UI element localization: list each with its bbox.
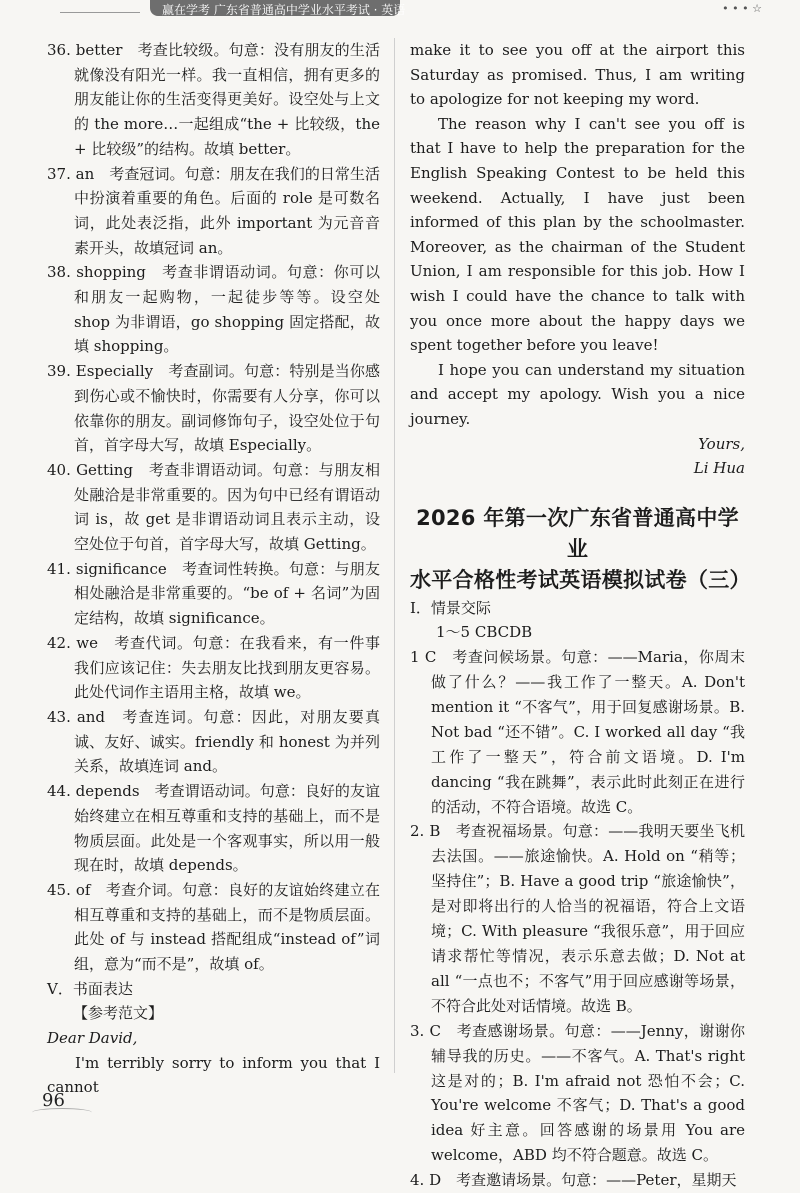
item-number: 39. (47, 362, 71, 381)
right-column (410, 38, 751, 1193)
salutation: Dear David, (47, 1029, 138, 1048)
item-text: depends 考查谓语动词。句意：良好的友谊始终建立在相互尊重和支持的基础上，而不是物质层面。此处是一个客观事实，所以用一般现在时，故填 depends。 (74, 782, 380, 875)
answer-item-38 (47, 260, 380, 359)
item-number: 41. (47, 559, 71, 578)
header-marks: • • • ☆ (722, 2, 762, 15)
item-number: 2. (410, 822, 425, 841)
answer-item-41 (47, 557, 380, 631)
item-number: 42. (47, 633, 71, 652)
essay-paragraph-1-continued: make it to see you off at the airport this Saturday as promised. Thus, I am writing to apologize for not keeping my word. (410, 41, 745, 109)
item-number: 40. (47, 460, 71, 479)
item-text: and 考查连词。句意：因此，对朋友要真诚、友好、诚实。friendly 和 honest 为并列关系，故填连词 and。 (74, 707, 380, 776)
answer-item-45 (47, 878, 380, 977)
item-number: 36. (47, 41, 71, 59)
page-number-ornament (32, 1108, 92, 1117)
item-text: Getting 考查非谓语动词。句意：与朋友相处融洽是非常重要的。因为句中已经有谓语动词 is，故 get 是非谓语动词且表示主动，设空处位于句首，首字母大写，故填 Getting。 (74, 460, 380, 554)
item-text: better 考查比较级。句意：没有朋友的生活就像没有阳光一样。我一直相信，拥有更多的朋友能让你的生活变得更美好。设空处与上文的 the more…一起组成“the + 比较级，the + 比较级”的结构。故填 better。 (74, 41, 380, 158)
section-heading-dialogue: Ⅰ．情景交际 (410, 598, 491, 617)
item-number: 3. (410, 1021, 425, 1040)
reference-label: 【参考范文】 (73, 1004, 164, 1023)
item-number: 38. (47, 263, 71, 282)
exam-title (410, 503, 751, 596)
item-text: an 考查冠词。句意：朋友在我们的日常生活中扮演着重要的角色。后面的 role 是可数名词，此处表泛指，此外 important 为元音音素开头，故填冠词 an。 (74, 164, 380, 257)
item-number: 37. (47, 164, 71, 183)
answer-key: 1～5 CBCDB (436, 623, 533, 642)
item-text: shopping 考查非谓语动词。句意：你可以和朋友一起购物，一起徒步等等。设空处 shop 为非谓语，go shopping 固定搭配，故填 shopping。 (74, 263, 380, 356)
answer-item-43 (47, 705, 380, 779)
item-number: 45. (47, 880, 71, 899)
item-number: 43. (47, 707, 71, 726)
item-text: D 考查邀请场景。句意：——Peter，星期天 (429, 1171, 737, 1190)
answer-item-36 (47, 38, 380, 162)
explanation-item-2 (410, 819, 745, 1018)
exam-title-line-1: 2026 年第一次广东省普通高中学业 (416, 505, 739, 561)
left-column (47, 38, 380, 1100)
header-title: 赢在学考 广东省普通高中学业水平考试 · 英语 (162, 3, 406, 17)
essay-paragraph-2: The reason why I can't see you off is that I have to help the preparation for the English Speaking Contest to be held this weekend. Actually, I have just been informed of this plan by the schoolmaster. Moreover, as the chairman of the Student Union, I am responsible for this job. How I wish I could have the chance to talk with you once more about the happy days we spent together before you leave! (410, 114, 745, 355)
page-number: 96 (42, 1090, 65, 1111)
item-text: B 考查祝福场景。句意：——我明天要坐飞机去法国。——旅途愉快。A. Hold on “稍等；坚持住”；B. Have a good trip “旅途愉快”，是对即将出行的人恰当的祝福语，符合上文语境；C. With pleasure “我很乐意”，用于回应请求帮忙等情况，表示乐意去做；D. Not at all “一点也不；不客气”用于回应感谢等场景，不符合此处对话情境。故选 B。 (429, 822, 745, 1015)
explanation-item-1 (410, 645, 745, 819)
item-text: of 考查介词。句意：良好的友谊始终建立在相互尊重和支持的基础上，而不是物质层面。此处 of 与 instead 搭配组成“instead of”词组，意为“而不是”，故填 of。 (74, 880, 380, 974)
header-rule (60, 12, 140, 13)
item-number: 44. (47, 782, 71, 801)
answer-item-37 (47, 162, 380, 261)
essay-paragraph-1-start: I'm terribly sorry to inform you that I cannot (47, 1053, 380, 1097)
item-number: 4. (410, 1171, 425, 1190)
answer-item-39 (47, 359, 380, 458)
exam-title-line-2: 水平合格性考试英语模拟试卷（三） (410, 567, 751, 592)
page-header (0, 0, 800, 22)
essay-paragraph-3: I hope you can understand my situation and accept my apology. Wish you a nice journey. (410, 360, 745, 428)
section-heading-writing: Ⅴ．书面表达 (47, 979, 133, 998)
header-banner (150, 0, 406, 17)
item-text: Especially 考查副词。句意：特别是当你感到伤心或不愉快时，你需要有人分享，你可以依靠你的朋友。副词修饰句子，设空处位于句首，首字母大写，故填 Especially。 (74, 362, 380, 455)
answer-item-42 (47, 631, 380, 705)
explanation-item-4 (410, 1168, 745, 1193)
signature: Li Hua (693, 459, 745, 478)
item-text: significance 考查词性转换。句意：与朋友相处融洽是非常重要的。“be of + 名词”为固定结构，故填 significance。 (74, 559, 380, 628)
item-text: C 考查问候场景。句意：——Maria，你周末做了什么？——我工作了一整天。A. Don't mention it “不客气”，用于回复感谢场景。B. Not bad “还不错”。C. I worked all day “我工作了一整天”，符合前文语境。D. I'm dancing “我在跳舞”，表示此时此刻正在进行的活动，不符合语境。故选 C。 (424, 648, 745, 816)
item-number: 1 (410, 648, 420, 667)
item-text: we 考查代词。句意：在我看来，有一件事我们应该记住：失去朋友比找到朋友更容易。此处代词作主语用主格，故填 we。 (74, 633, 380, 702)
answer-item-40 (47, 458, 380, 557)
answer-item-44 (47, 779, 380, 878)
closing: Yours, (698, 434, 745, 453)
item-text: C 考查感谢场景。句意：——Jenny，谢谢你辅导我的历史。——不客气。A. That's right 这是对的；B. I'm afraid not 恐怕不会；C. You're welcome 不客气；D. That's a good idea 好主意。回答感谢的场景用 You are welcome，ABD 均不符合题意。故选 C。 (429, 1021, 745, 1165)
column-divider (394, 38, 395, 1073)
explanation-item-3 (410, 1019, 745, 1168)
